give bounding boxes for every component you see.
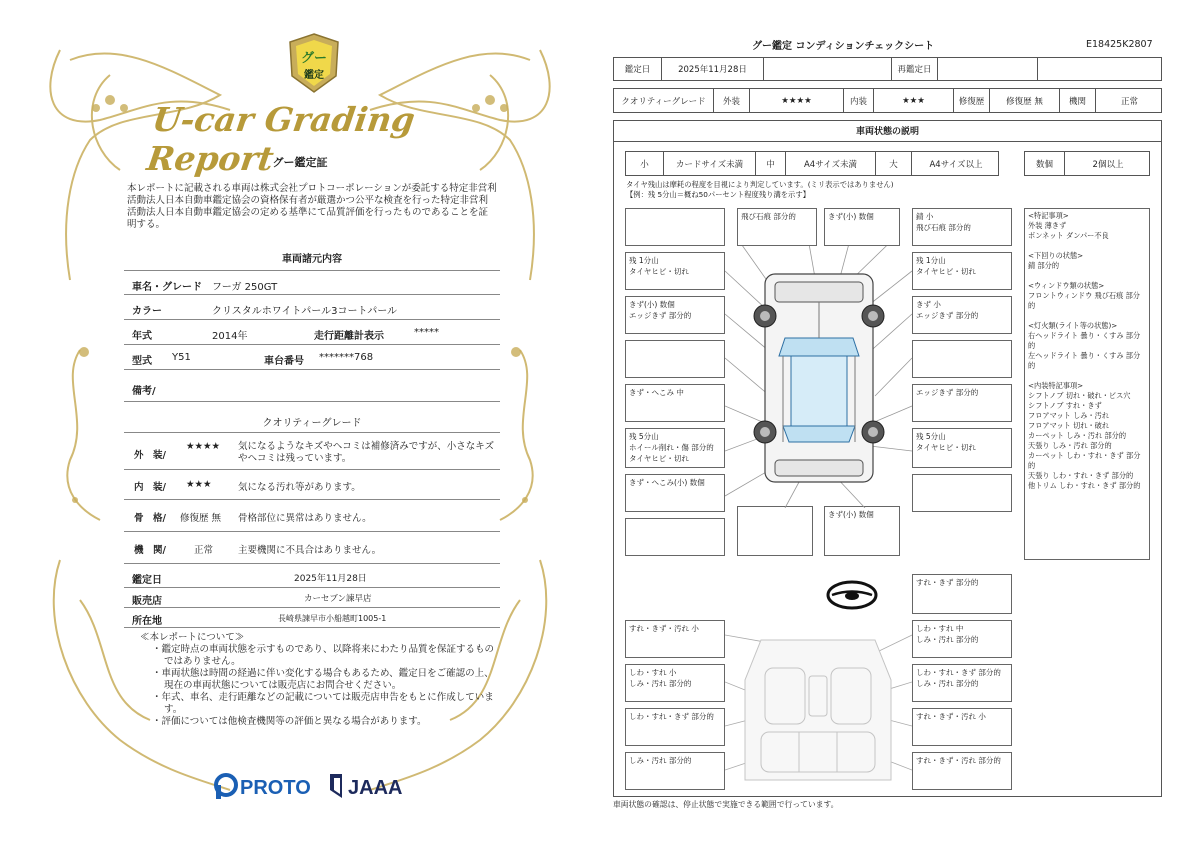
reappraisal-label: 再鑑定日 (892, 58, 938, 80)
sheet-title: グー鑑定 コンディションチェックシート (752, 41, 935, 52)
date-label: 鑑定日 (614, 58, 662, 80)
ext-box (625, 340, 725, 378)
proto-logo-text: PROTO (240, 777, 311, 799)
special-notes: <特記事項> 外装 薄きず ボンネット ダンパー不良 <下回りの状態> 錆 部分的 <ウィンドウ類の状態> フロントウィンドウ 飛び石痕 部分的 <灯火類(ライト等の状態)> 右ヘッドライト 曇り・くすみ 部分的 左ヘッドライト 曇り・くすみ 部分的 <内装特記事項> シフトノブ 切れ・破れ・ビス穴 シフトノブ すれ・きず フロアマット しみ・汚れ フロアマット 切れ・破れ カーペット しみ・汚れ 部分的 天張り しみ・汚れ 部分的 カーペット しわ・すれ・きず 部分的 天張り しわ・すれ・きず 部分的 他トリム しわ・すれ・きず 部分的 (1024, 208, 1150, 560)
tire-note (626, 180, 894, 200)
int-box: すれ・きず 部分的 (912, 574, 1012, 614)
footer-note: 車両状態の確認は、停止状態で実施できる範囲で行っています。 (613, 800, 839, 809)
int-label: 内装 (844, 89, 874, 112)
int-box: すれ・きず・汚れ 部分的 (912, 752, 1012, 790)
ext-box (625, 208, 725, 246)
spec-row-color: カラー クリスタルホワイトパール3コートパール (124, 295, 500, 320)
grade-row (613, 88, 1162, 113)
ext-box: きず(小) 数個 エッジきず 部分的 (625, 296, 725, 334)
tire-note-line-1: タイヤ残山は摩耗の程度を目視により判定しています。(ミリ表示ではありません) (626, 180, 894, 189)
jaaa-logo-text: JAAA (348, 777, 403, 799)
ext-box: 残 5分山 タイヤヒビ・切れ (912, 428, 1012, 468)
goo-kantei-badge (286, 32, 342, 94)
report-notes (140, 632, 500, 728)
grade-label: クオリティーグレード (614, 89, 714, 112)
document-id: E18425K2807 (1086, 39, 1153, 50)
legend-large: 大 (876, 152, 912, 175)
quality-row-engine: 機 関/ 正常 主要機関に不具合はありません。 (124, 532, 500, 564)
legend-mid-desc: A4サイズ未満 (786, 152, 876, 175)
quality-row-exterior: 外 装/ ★★★★ 気になるようなキズやヘコミは補修済みですが、小さなキズやヘコミは残っています。 (124, 432, 500, 470)
quality-title: クオリティーグレード (262, 418, 362, 429)
quality-row-interior: 内 装/ ★★★ 気になる汚れ等があります。 (124, 470, 500, 500)
store-row: 販売店 カーセブン諫早店 (124, 588, 500, 608)
ext-box: 錆 小 飛び石痕 部分的 (912, 208, 1012, 246)
svg-text:グー: グー (300, 51, 328, 66)
legend-mid: 中 (756, 152, 786, 175)
engine-value: 正常 (1120, 96, 1138, 107)
note-item: ・鑑定時点の車両状態を示すものであり、以降将来にわたり品質を保証するものではありません。 (152, 644, 495, 667)
ext-box: きず・へこみ 中 (625, 384, 725, 422)
int-box: しわ・すれ・きず 部分的 (625, 708, 725, 746)
ext-box: 残 5分山 ホイール削れ・傷 部分的 タイヤヒビ・切れ (625, 428, 725, 468)
int-box: しわ・すれ 小 しみ・汚れ 部分的 (625, 664, 725, 702)
ext-box: きず(小) 数個 (824, 506, 900, 556)
row1-blank (1038, 58, 1163, 80)
specs-title: 車両諸元内容 (282, 254, 342, 265)
date-row (613, 57, 1162, 81)
certificate-text: 本レポートに記載される車両は株式会社プロトコーポレーションが委託する特定非営利活動法人日本自動車鑑定協会の資格保有者が厳選かつ公平な検査を行った特定非営利活動法人日本自動車鑑定協会の定める基準にて品質評価を行ったものであることを証明する。 (127, 183, 497, 230)
int-box: すれ・きず・汚れ 小 (625, 620, 725, 658)
count-legend (1024, 151, 1150, 176)
ext-value: ★★★★ (750, 89, 844, 112)
int-value: ★★★ (874, 89, 954, 112)
int-box: すれ・きず・汚れ 小 (912, 708, 1012, 746)
footer-logos (210, 768, 430, 802)
ext-box: 残 1分山 タイヤヒビ・切れ (625, 252, 725, 290)
repair-label: 修復歴 (954, 89, 990, 112)
quality-row-frame: 骨 格/ 修復歴 無 骨格部位に異常はありません。 (124, 500, 500, 532)
legend-small: 小 (626, 152, 664, 175)
ext-box: きず・へこみ(小) 数個 (625, 474, 725, 512)
ext-box (737, 506, 813, 556)
engine-label: 機関 (1060, 89, 1096, 112)
legend-large-desc: A4サイズ以上 (929, 159, 983, 170)
section-title: 車両状態の説明 (613, 120, 1162, 142)
ext-label: 外装 (714, 89, 750, 112)
notes-title: ≪本レポートについて≫ (140, 632, 245, 643)
note-item: ・車両状態は時間の経過に伴い変化する場合もあるため、鑑定日をご確認の上、現在の車両状態については販売店にお問合せください。 (152, 668, 494, 691)
steering-wheel-icon (826, 580, 878, 610)
address-row: 所在地 長崎県諫早市小船越町1005-1 (124, 608, 500, 628)
note-item: ・年式、車名、走行距離などの記載については販売店申告をもとに作成しています。 (152, 692, 494, 715)
legend-small-desc: カードサイズ未満 (664, 152, 756, 175)
legend-count: 数個 (1025, 152, 1065, 175)
appraisal-date-row: 鑑定日 2025年11月28日 (124, 566, 500, 588)
ext-box (912, 340, 1012, 378)
ext-box (625, 518, 725, 556)
ext-box: きず(小) 数個 (824, 208, 900, 246)
spec-row-name: 車名・グレード フーガ 250GT (124, 270, 500, 295)
int-box: しわ・すれ・きず 部分的 しみ・汚れ 部分的 (912, 664, 1012, 702)
spec-row-remarks: 備考/ (124, 370, 500, 402)
reappraisal-value (938, 58, 1038, 80)
legend-count-desc: 2個以上 (1092, 159, 1124, 170)
spec-row-year: 年式 2014年 走行距離計表示 ***** (124, 320, 500, 345)
condition-check-sheet (600, 0, 1200, 848)
ext-box: 飛び石痕 部分的 (737, 208, 817, 246)
car-exterior-diagram (725, 246, 915, 508)
tire-note-line-2: 【例：残 5分山＝概ね50パーセント程度残り溝を示す】 (626, 190, 810, 199)
int-box: しわ・すれ 中 しみ・汚れ 部分的 (912, 620, 1012, 658)
int-box: しみ・汚れ 部分的 (625, 752, 725, 790)
proto-logo (216, 775, 236, 799)
size-legend (625, 151, 999, 176)
note-item: ・評価については他検査機関等の評価と異なる場合があります。 (152, 716, 427, 727)
car-interior-diagram (725, 620, 912, 792)
repair-value: 修復歴 無 (990, 89, 1060, 112)
ext-box: エッジきず 部分的 (912, 384, 1012, 422)
spec-row-model: 型式 Y51 車台番号 *******768 (124, 345, 500, 370)
date-value: 2025年11月28日 (662, 58, 764, 80)
script-title: U-car Grading Report (144, 100, 418, 178)
svg-text:鑑定: 鑑定 (304, 70, 324, 81)
certificate-title: グー鑑定証 (272, 156, 328, 169)
ext-box (912, 474, 1012, 512)
date-spacer (764, 58, 892, 80)
ext-box: 残 1分山 タイヤヒビ・切れ (912, 252, 1012, 290)
ext-box: きず 小 エッジきず 部分的 (912, 296, 1012, 334)
jaaa-logo-icon (330, 774, 342, 798)
